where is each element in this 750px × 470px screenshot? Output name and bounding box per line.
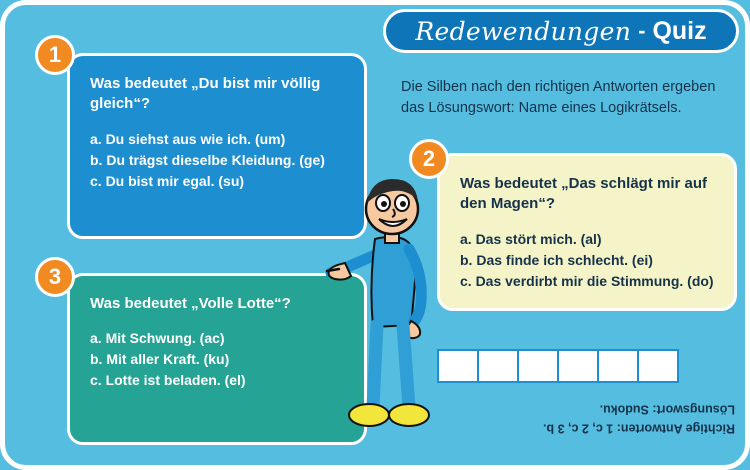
solution-letter-cell[interactable] (597, 349, 639, 383)
solution-text (435, 400, 735, 438)
question-1-answer-a: a. Du siehst aus wie ich. (um) (90, 130, 286, 147)
title-script-text: Redewendungen (415, 16, 632, 46)
question-2-answer-c: c. Das verdirbt mir die Stimmung. (do) (460, 272, 714, 289)
solution-letter-cell[interactable] (517, 349, 559, 383)
title-dash: - (638, 18, 646, 43)
solution-word-boxes[interactable] (437, 349, 677, 383)
question-2-answer-b: b. Das finde ich schlecht. (ei) (460, 251, 653, 268)
question-3-answer-c: c. Lotte ist beladen. (el) (90, 372, 246, 389)
solution-line-1: Richtige Antworten: 1 c, 2 c, 3 b. (543, 421, 735, 436)
question-1-answer-b: b. Du trägst dieselbe Kleidung. (ge) (90, 151, 325, 168)
question-3-answers (90, 328, 346, 391)
pointing-character-illustration (323, 177, 453, 445)
title-quiz-text: Quiz (652, 16, 707, 45)
solution-letter-cell[interactable] (637, 349, 679, 383)
question-2-answer-a: a. Das stört mich. (al) (460, 230, 602, 247)
intro-line-1: Die Silben nach den richtigen Antworten ergeben (401, 79, 716, 95)
solution-letter-cell[interactable] (557, 349, 599, 383)
question-card-2 (437, 153, 737, 311)
question-3-badge: 3 (35, 257, 75, 297)
question-card-3 (67, 273, 367, 445)
question-3-title: Was bedeutet „Volle Lotte“? (90, 295, 291, 312)
solution-letter-cell[interactable] (477, 349, 519, 383)
question-2-title: Was bedeutet „Das schlägt mir auf den Magen“? (460, 175, 708, 213)
question-1-answers (90, 129, 346, 192)
solution-line-2: Lösungswort: Sudoku. (599, 402, 735, 417)
question-3-answer-b: b. Mit aller Kraft. (ku) (90, 351, 230, 368)
question-1-badge: 1 (35, 35, 75, 75)
intro-text (401, 77, 741, 119)
question-card-1 (67, 53, 367, 239)
question-3-answer-a: a. Mit Schwung. (ac) (90, 330, 225, 347)
question-2-answers (460, 229, 716, 292)
question-1-answer-c: c. Du bist mir egal. (su) (90, 172, 245, 189)
page-title (383, 9, 739, 53)
question-1-title: Was bedeutet „Du bist mir völlig gleich“? (90, 75, 321, 113)
intro-line-2: das Lösungswort: Name eines Logikrätsels. (401, 100, 682, 117)
question-2-badge: 2 (409, 139, 449, 179)
